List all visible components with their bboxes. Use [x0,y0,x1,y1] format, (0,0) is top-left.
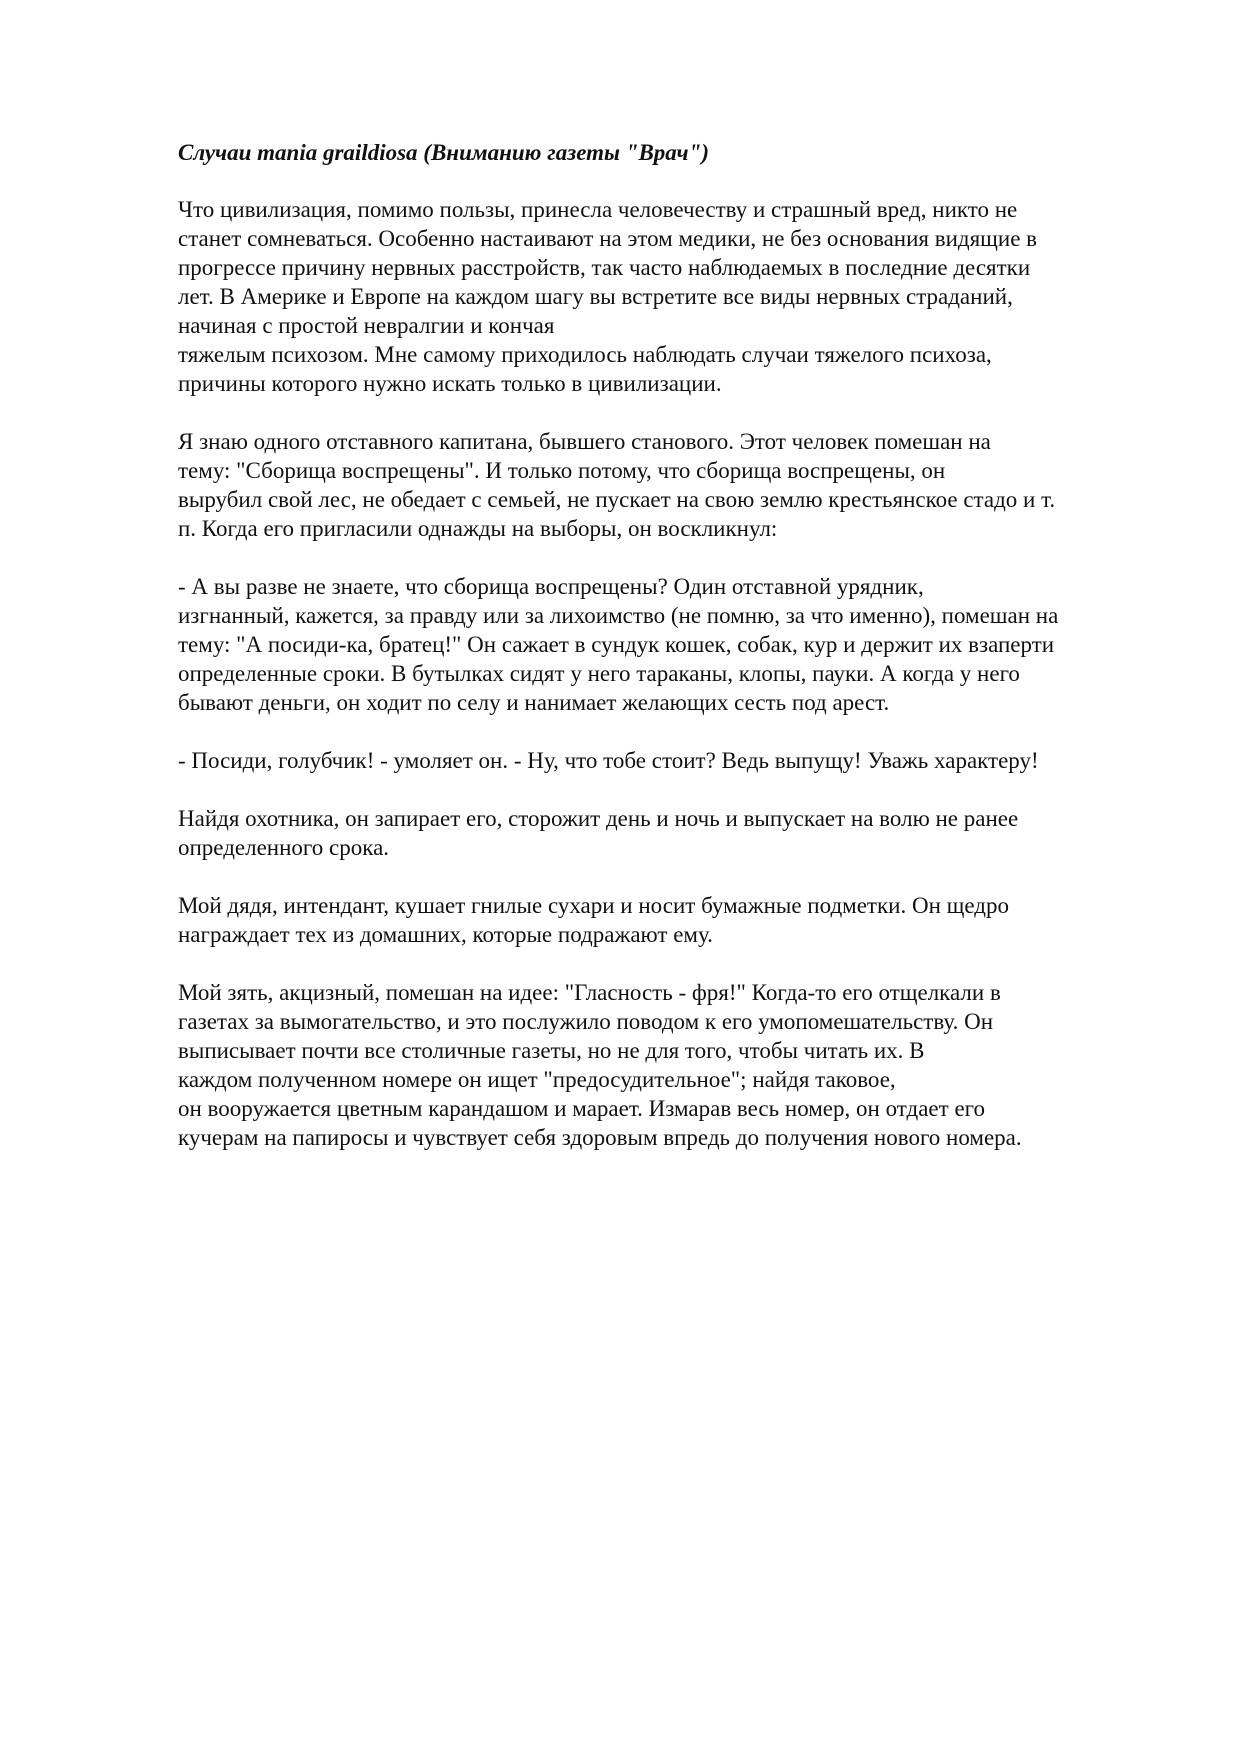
text-line: вырубил свой лес, не обедает с семьей, не пускает на свою землю крестьянское стадо и т. [178,487,1056,512]
paragraph-1 [178,195,1163,398]
paragraph-7 [178,978,1163,1152]
text-line: Я знаю одного отставного капитана, бывшего станового. Этот человек помешан на [178,429,991,454]
text-line: Мой дядя, интендант, кушает гнилые сухари и носит бумажные подметки. Он щедро [178,893,1009,918]
text-line: станет сомневаться. Особенно настаивают на этом медики, не без основания видящие в [178,226,1038,251]
document-body [178,138,1163,1181]
text-line: Найдя охотника, он запирает его, сторожит день и ночь и выпускает на волю не ранее [178,806,1019,831]
text-line: изгнанный, кажется, за правду или за лихоимство (не помню, за что именно), помешан на [178,603,1059,628]
paragraph-6 [178,891,1163,949]
text-line: определенного срока. [178,835,390,860]
text-line: начиная с простой невралгии и кончая [178,313,555,338]
paragraph-3 [178,572,1163,717]
text-line: тему: "Сборища воспрещены". И только потому, что сборища воспрещены, он [178,458,946,483]
text-line: кучерам на папиросы и чувствует себя здоровым впредь до получения нового номера. [178,1125,1022,1150]
text-line: - Посиди, голубчик! - умоляет он. - Ну, что тобе стоит? Ведь выпущу! Уважь характеру! [178,748,1039,773]
text-line: награждает тех из домашних, которые подражают ему. [178,922,713,947]
document-title: Случаи mania graildiosa (Вниманию газеты "Врач") [178,140,709,165]
text-line: прогрессе причину нервных расстройств, так часто наблюдаемых в последние десятки [178,255,1031,280]
text-line: каждом полученном номере он ищет "предосудительное"; найдя таковое, [178,1067,896,1092]
paragraph-5 [178,804,1163,862]
text-line: Что цивилизация, помимо пользы, принесла человечеству и страшный вред, никто не [178,197,1018,222]
paragraph-2 [178,427,1163,543]
text-line: причины которого нужно искать только в цивилизации. [178,371,722,396]
text-line: п. Когда его пригласили однажды на выборы, он воскликнул: [178,516,778,541]
text-line: бывают деньги, он ходит по селу и нанимает желающих сесть под арест. [178,690,890,715]
text-line: - А вы разве не знаете, что сборища воспрещены? Один отставной урядник, [178,574,924,599]
text-line: тяжелым психозом. Мне самому приходилось наблюдать случаи тяжелого психоза, [178,342,992,367]
text-line: лет. В Америке и Европе на каждом шагу вы встретите все виды нервных страданий, [178,284,1013,309]
text-line: определенные сроки. В бутылках сидят у него тараканы, клопы, пауки. А когда у него [178,661,1020,686]
text-line: Мой зять, акцизный, помешан на идее: "Гласность - фря!" Когда-то его отщелкали в [178,980,1001,1005]
text-line: газетах за вымогательство, и это послужило поводом к его умопомешательству. Он [178,1009,994,1034]
text-line: он вооружается цветным карандашом и марает. Измарав весь номер, он отдает его [178,1096,986,1121]
paragraph-4 [178,746,1163,775]
text-line: выписывает почти все столичные газеты, но не для того, чтобы читать их. В [178,1038,925,1063]
text-line: тему: "А посиди-ка, братец!" Он сажает в сундук кошек, собак, кур и держит их взаперти [178,632,1055,657]
